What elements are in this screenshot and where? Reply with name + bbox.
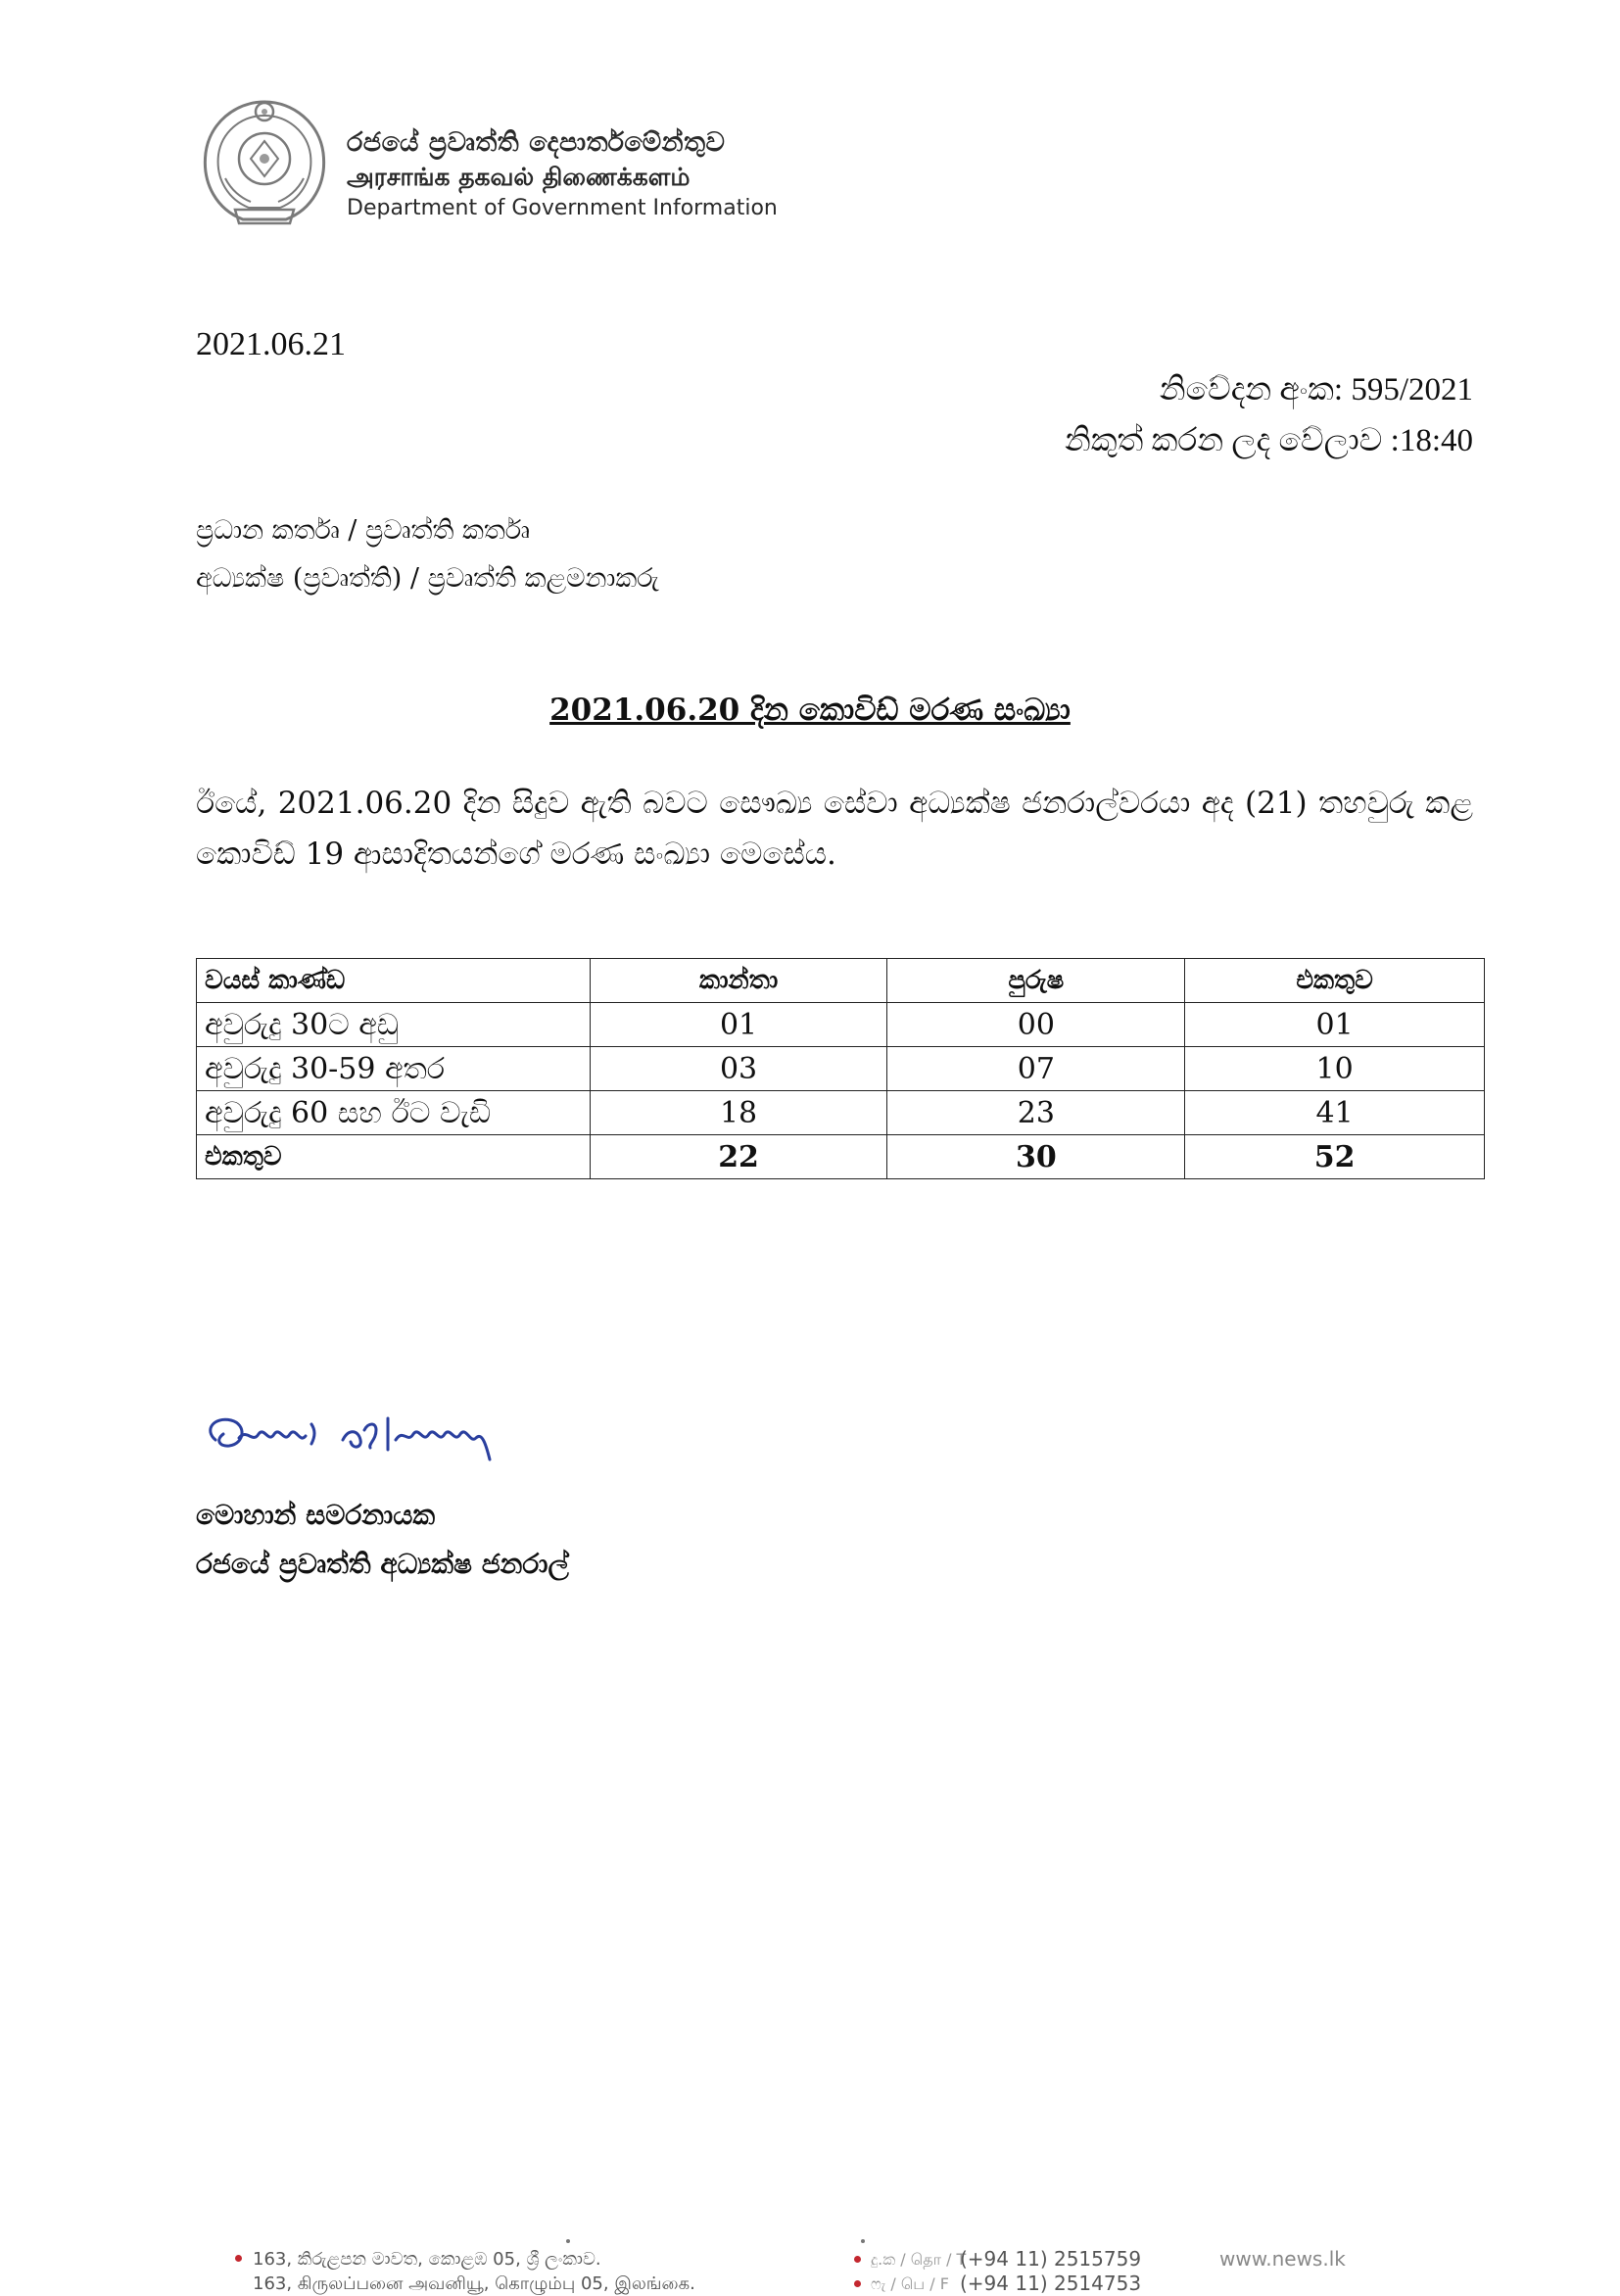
letterhead-sinhala: රජයේ ප්‍රවෘත්ති දෙපාර්තමේන්තුව — [347, 127, 726, 158]
total-cell: 01 — [1185, 1003, 1485, 1047]
recipient-line-1: ප්‍රධාන කර්තෘ / ප්‍රවෘත්ති කර්තෘ — [196, 515, 531, 546]
male-cell: 23 — [887, 1091, 1185, 1135]
grand-total-cell: 52 — [1185, 1135, 1485, 1179]
total-cell: 10 — [1185, 1047, 1485, 1091]
footer-address-tamil: 163, கிருலப்பனை அவனியூ, கொழும்பு 05, இலங்கை. — [253, 2273, 695, 2294]
age-group-cell: අවුරුදු 30ට අඩු — [197, 1003, 591, 1047]
handwritten-signature — [196, 1401, 568, 1489]
footer-separator-dot — [566, 2239, 570, 2243]
female-cell: 01 — [590, 1003, 887, 1047]
age-group-cell: අවුරුදු 60 සහ ඊට වැඩි — [197, 1091, 591, 1135]
footer-address-sinhala: 163, කිරුළපන මාවත, කොළඹ 05, ශ්‍රී ලංකාව. — [253, 2249, 601, 2270]
header-female: කාන්තා — [590, 959, 887, 1003]
signer-name: මොහාන් සමරනායක — [196, 1499, 436, 1531]
age-group-cell: අවුරුදු 30-59 අතර — [197, 1047, 591, 1091]
footer-phone: (+94 11) 2515759 — [960, 2247, 1142, 2271]
table-total-row — [197, 1135, 1485, 1179]
total-label-cell: එකතුව — [197, 1135, 591, 1179]
footer-separator-dot — [861, 2239, 865, 2243]
header-male: පුරුෂ — [887, 959, 1185, 1003]
male-cell: 00 — [887, 1003, 1185, 1047]
body-paragraph: ඊයේ, 2021.06.20 දින සිදුව ඇති බවට සෞඛ්‍ය සේවා අධ්‍යක්ෂ ජනරාල්වරයා අද (21) තහවුරු කළ කොවිඩ් 19 ආසාදිතයන්ගේ මරණ සංඛ්‍යා මෙසේය. — [196, 786, 1473, 872]
table-row — [197, 1091, 1485, 1135]
deaths-table — [196, 958, 1485, 1179]
release-date: 2021.06.21 — [196, 326, 346, 362]
government-emblem — [196, 94, 333, 231]
male-total-cell: 30 — [887, 1135, 1185, 1179]
header-age-group: වයස් කාණ්ඩ — [197, 959, 591, 1003]
release-number: නිවේදන අංක: 595/2021 — [1159, 372, 1473, 407]
letterhead-english: Department of Government Information — [347, 196, 778, 220]
footer-fax-label: ෆැ / பெ / F — [871, 2274, 949, 2293]
table-header-row — [197, 959, 1485, 1003]
table-row — [197, 1047, 1485, 1091]
footer-bullet — [854, 2256, 861, 2263]
female-cell: 03 — [590, 1047, 887, 1091]
female-cell: 18 — [590, 1091, 887, 1135]
signer-title: රජයේ ප්‍රවෘත්ති අධ්‍යක්ෂ ජනරාල් — [196, 1548, 569, 1580]
footer-bullet — [235, 2255, 242, 2262]
footer-phone-label: දු.ක / தொ / T — [871, 2250, 967, 2269]
female-total-cell: 22 — [590, 1135, 887, 1179]
footer-fax: (+94 11) 2514753 — [960, 2272, 1142, 2295]
footer-website: www.news.lk — [1219, 2247, 1346, 2271]
document-title: 2021.06.20 දින කොවිඩ් මරණ සංඛ්‍යා — [549, 693, 1071, 728]
recipient-line-2: අධ්‍යක්ෂ (ප්‍රවෘත්ති) / ප්‍රවෘත්ති කළමනාකරු — [196, 563, 659, 594]
footer-bullet — [854, 2280, 861, 2287]
table-row — [197, 1003, 1485, 1047]
issue-time: නිකුත් කරන ලද වේලාව :18:40 — [1064, 423, 1473, 458]
header-total: එකතුව — [1185, 959, 1485, 1003]
male-cell: 07 — [887, 1047, 1185, 1091]
letterhead-tamil: அரசாங்க தகவல் திணைக்களம் — [347, 163, 691, 191]
total-cell: 41 — [1185, 1091, 1485, 1135]
